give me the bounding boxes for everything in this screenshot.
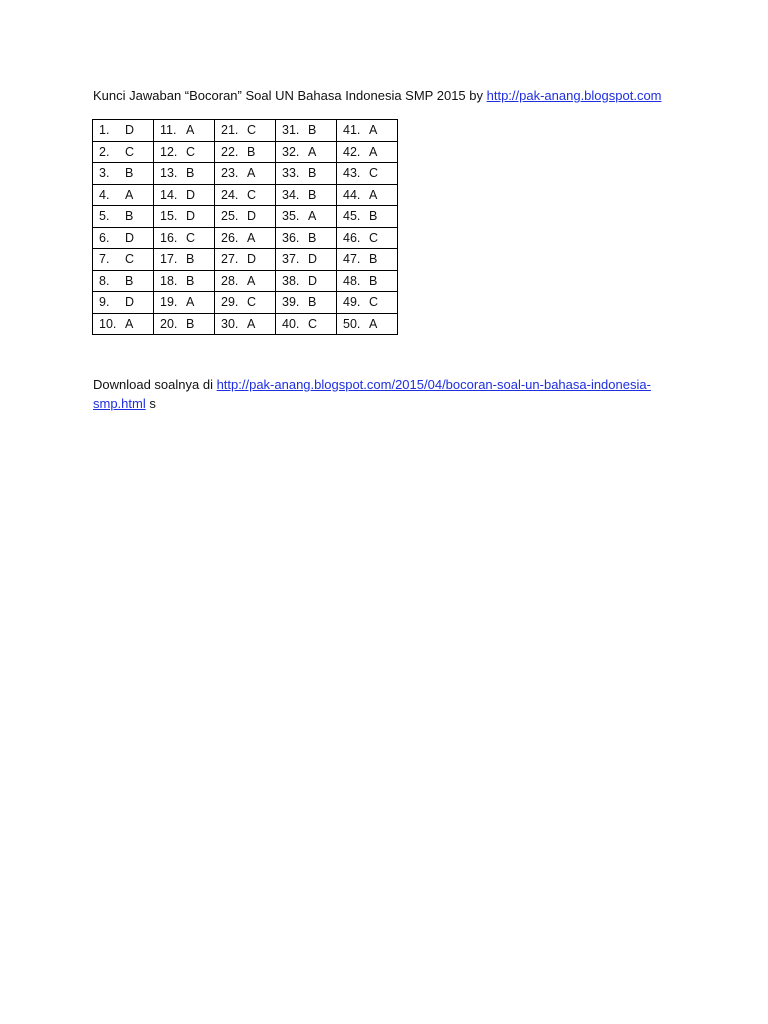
answer-cell [215,249,276,271]
question-number: 23. [221,166,239,181]
question-number: 35. [282,209,300,224]
answer-cell [215,270,276,292]
answer-letter: B [125,209,134,224]
answer-cell [154,249,215,271]
question-number: 14. [160,187,178,202]
answer-cell [276,249,337,271]
answer-cell [154,163,215,185]
question-number: 10. [99,316,117,331]
answer-cell [93,313,154,335]
answer-letter: A [186,123,195,138]
answer-letter: D [247,252,257,267]
question-number: 15. [160,209,178,224]
answer-cell [276,270,337,292]
answer-letter: D [186,187,196,202]
answer-key-table [92,119,398,335]
table-row [93,206,398,228]
question-number: 37. [282,252,300,267]
answer-cell [337,206,398,228]
answer-letter: A [186,295,195,310]
answer-letter: C [369,230,379,245]
answer-cell [154,184,215,206]
question-number: 29. [221,295,239,310]
question-number: 25. [221,209,239,224]
answer-letter: A [125,187,134,202]
question-number: 21. [221,123,239,138]
question-number: 45. [343,209,361,224]
question-number: 30. [221,316,239,331]
answer-letter: B [308,295,317,310]
answer-cell [337,313,398,335]
question-number: 19. [160,295,178,310]
answer-letter: B [186,166,195,181]
answer-letter: B [186,316,195,331]
blog-link[interactable]: http://pak-anang.blogspot.com [486,88,662,103]
answer-letter: B [186,252,195,267]
answer-letter: A [369,144,378,159]
answer-cell [215,141,276,163]
answer-letter: C [247,187,257,202]
answer-cell [276,292,337,314]
answer-letter: B [125,273,134,288]
table-row [93,292,398,314]
question-number: 7. [99,252,110,267]
answer-letter: A [369,187,378,202]
question-number: 48. [343,273,361,288]
question-number: 9. [99,295,110,310]
answer-letter: C [125,252,135,267]
title-text: Kunci Jawaban “Bocoran” Soal UN Bahasa Indonesia SMP 2015 by [93,88,487,103]
answer-letter: B [308,230,317,245]
answer-cell [337,270,398,292]
question-number: 3. [99,166,110,181]
answer-letter: C [186,144,196,159]
question-number: 49. [343,295,361,310]
question-number: 33. [282,166,300,181]
answer-letter: B [125,166,134,181]
question-number: 5. [99,209,110,224]
question-number: 44. [343,187,361,202]
answer-letter: A [308,209,317,224]
answer-cell [93,206,154,228]
answer-cell [154,141,215,163]
download-text: Download soalnya di [93,377,217,392]
answer-letter: C [247,123,257,138]
answer-cell [276,313,337,335]
question-number: 22. [221,144,239,159]
question-number: 17. [160,252,178,267]
table-row [93,313,398,335]
answer-cell [93,270,154,292]
answer-letter: A [369,316,378,331]
answer-letter: A [247,316,256,331]
answer-letter: B [186,273,195,288]
answer-cell [215,227,276,249]
answer-letter: D [308,252,318,267]
answer-letter: C [369,295,379,310]
answer-letter: A [125,316,134,331]
question-number: 41. [343,123,361,138]
answer-cell [93,227,154,249]
document-title [93,87,662,104]
answer-cell [276,227,337,249]
question-number: 31. [282,123,300,138]
answer-cell [154,270,215,292]
answer-cell [93,249,154,271]
answer-letter: D [125,123,135,138]
question-number: 39. [282,295,300,310]
question-number: 6. [99,230,110,245]
question-number: 32. [282,144,300,159]
table-row [93,270,398,292]
question-number: 46. [343,230,361,245]
table-row [93,120,398,142]
table-row [93,163,398,185]
question-number: 26. [221,230,239,245]
answer-cell [93,292,154,314]
question-number: 4. [99,187,110,202]
answer-cell [215,206,276,228]
question-number: 50. [343,316,361,331]
answer-cell [93,120,154,142]
answer-cell [154,120,215,142]
answer-cell [337,184,398,206]
answer-letter: D [186,209,196,224]
question-number: 40. [282,316,300,331]
answer-letter: C [308,316,318,331]
answer-cell [337,120,398,142]
answer-cell [93,184,154,206]
answer-cell [215,120,276,142]
answer-letter: B [308,123,317,138]
table-row [93,141,398,163]
answer-letter: B [369,273,378,288]
answer-cell [154,206,215,228]
table-row [93,227,398,249]
answer-cell [93,163,154,185]
answer-cell [154,227,215,249]
answer-letter: B [369,209,378,224]
answer-cell [276,206,337,228]
answer-letter: A [308,144,317,159]
answer-letter: D [247,209,257,224]
download-paragraph [93,375,668,413]
answer-cell [93,141,154,163]
answer-cell [215,292,276,314]
answer-cell [276,141,337,163]
question-number: 38. [282,273,300,288]
answer-letter: C [125,144,135,159]
answer-cell [276,184,337,206]
question-number: 2. [99,144,110,159]
question-number: 24. [221,187,239,202]
answer-cell [337,141,398,163]
answer-cell [276,163,337,185]
answer-cell [154,292,215,314]
answer-letter: A [369,123,378,138]
question-number: 36. [282,230,300,245]
answer-cell [337,163,398,185]
question-number: 11. [160,123,177,138]
question-number: 18. [160,273,178,288]
answer-cell [215,313,276,335]
question-number: 43. [343,166,361,181]
answer-letter: D [125,230,135,245]
answer-letter: A [247,166,256,181]
answer-letter: C [186,230,196,245]
download-suffix: s [145,396,156,411]
answer-cell [215,184,276,206]
answer-letter: C [247,295,257,310]
question-number: 13. [160,166,178,181]
answer-cell [154,313,215,335]
answer-letter: D [308,273,318,288]
answer-cell [337,227,398,249]
answer-key-body [93,120,398,335]
table-row [93,249,398,271]
answer-letter: B [308,166,317,181]
question-number: 12. [160,144,178,159]
download-link[interactable]: http://pak-anang.blogspot.com/2015/04/bocoran-soal-un-bahasa-indonesia-smp.html [93,377,651,411]
answer-letter: B [308,187,317,202]
question-number: 47. [343,252,361,267]
table-row [93,184,398,206]
answer-letter: A [247,273,256,288]
question-number: 16. [160,230,178,245]
answer-cell [215,163,276,185]
question-number: 1. [99,123,110,138]
answer-letter: B [369,252,378,267]
answer-letter: D [125,295,135,310]
answer-cell [276,120,337,142]
answer-letter: A [247,230,256,245]
question-number: 28. [221,273,239,288]
question-number: 8. [99,273,110,288]
question-number: 42. [343,144,361,159]
answer-cell [337,292,398,314]
question-number: 20. [160,316,178,331]
question-number: 27. [221,252,239,267]
answer-cell [337,249,398,271]
answer-letter: C [369,166,379,181]
answer-letter: B [247,144,256,159]
question-number: 34. [282,187,300,202]
